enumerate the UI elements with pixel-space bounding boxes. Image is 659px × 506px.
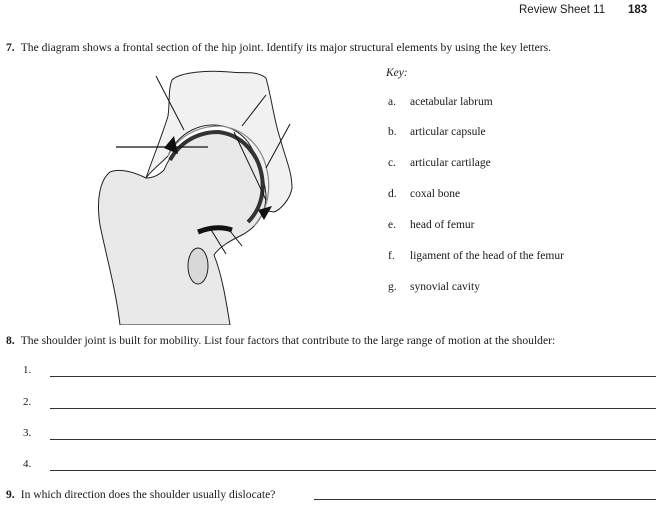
question-8 bbox=[6, 334, 555, 347]
key-label: articular cartilage bbox=[410, 157, 491, 169]
key-letter: a. bbox=[388, 96, 396, 108]
question-8-text: The shoulder joint is built for mobility. List four factors that contribute to the large range of motion at the shoulder: bbox=[20, 334, 556, 347]
question-9-answer-line[interactable] bbox=[314, 499, 656, 500]
key-label: ligament of the head of the femur bbox=[410, 250, 564, 262]
answer-line-4[interactable] bbox=[23, 458, 656, 472]
review-sheet-title: Review Sheet 11 bbox=[519, 4, 606, 16]
answer-line-number: 1. bbox=[23, 364, 32, 376]
question-8-number: 8. bbox=[6, 334, 15, 347]
page-number: 183 bbox=[628, 4, 648, 16]
key-item bbox=[388, 157, 491, 169]
question-9-number: 9. bbox=[6, 488, 15, 501]
key-item bbox=[388, 188, 460, 200]
key-item bbox=[388, 250, 564, 262]
answer-rule[interactable] bbox=[50, 408, 656, 409]
answer-line-number: 3. bbox=[23, 427, 32, 439]
hip-joint-diagram bbox=[80, 60, 380, 325]
key-letter: c. bbox=[388, 157, 396, 169]
fat-pad bbox=[188, 248, 208, 284]
key-letter: g. bbox=[388, 281, 397, 293]
key-label: articular capsule bbox=[410, 126, 486, 138]
answer-rule[interactable] bbox=[50, 376, 656, 377]
answer-rule[interactable] bbox=[50, 470, 656, 471]
answer-line-3[interactable] bbox=[23, 427, 656, 441]
femur bbox=[98, 132, 266, 325]
question-9 bbox=[6, 488, 275, 501]
key-letter: d. bbox=[388, 188, 397, 200]
question-7-number: 7. bbox=[6, 41, 15, 54]
answer-line-1[interactable] bbox=[23, 364, 656, 378]
key-letter: f. bbox=[388, 250, 395, 262]
key-item bbox=[388, 281, 480, 293]
key-letter: e. bbox=[388, 219, 396, 231]
answer-line-number: 4. bbox=[23, 458, 32, 470]
key-label: head of femur bbox=[410, 219, 475, 231]
key-item bbox=[388, 126, 486, 138]
key-item bbox=[388, 219, 475, 231]
key-label: coxal bone bbox=[410, 188, 461, 200]
question-7-text: The diagram shows a frontal section of the hip joint. Identify its major structural elements by using the key letters. bbox=[20, 41, 551, 54]
answer-rule[interactable] bbox=[50, 439, 656, 440]
question-7 bbox=[6, 41, 551, 54]
key-item bbox=[388, 96, 493, 108]
key-label: acetabular labrum bbox=[410, 96, 493, 108]
key-title: Key: bbox=[386, 67, 408, 79]
answer-line-2[interactable] bbox=[23, 396, 656, 410]
key-label: synovial cavity bbox=[410, 281, 480, 293]
key-letter: b. bbox=[388, 126, 397, 138]
question-9-text: In which direction does the shoulder usually dislocate? bbox=[20, 488, 276, 501]
answer-line-number: 2. bbox=[23, 396, 32, 408]
